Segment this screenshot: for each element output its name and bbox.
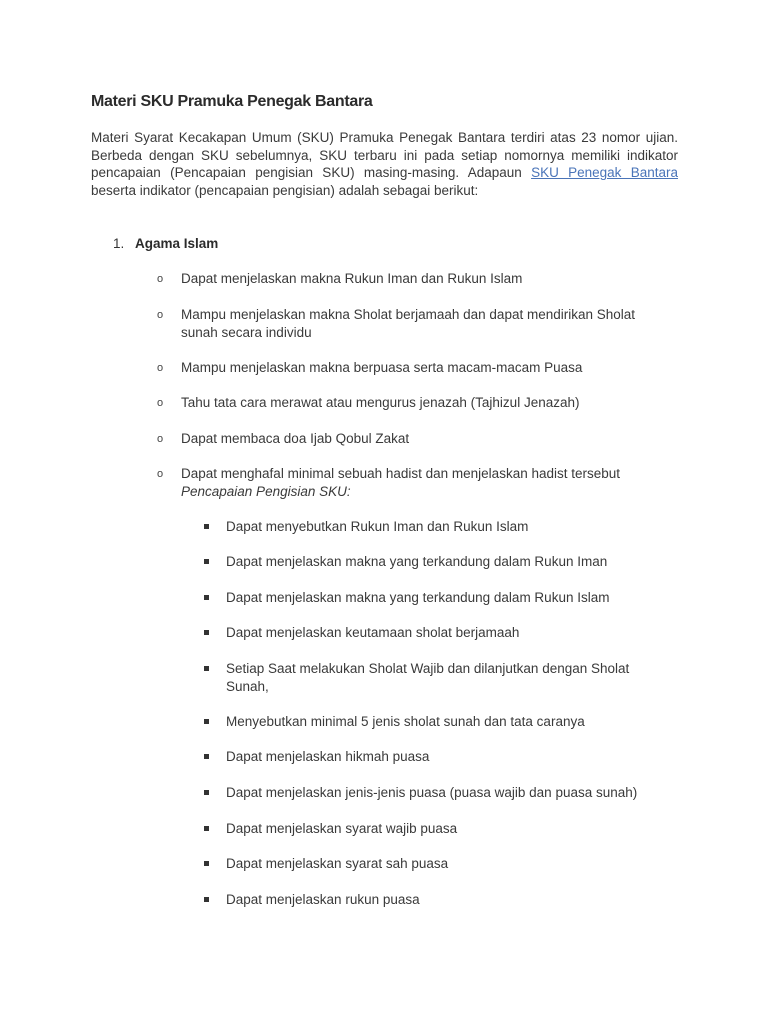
square-bullet-icon	[204, 524, 209, 529]
achievement-text: Dapat menjelaskan keutamaan sholat berjamaah	[226, 625, 520, 640]
page-title: Materi SKU Pramuka Penegak Bantara	[91, 93, 373, 110]
achievement-text: Dapat menjelaskan syarat wajib puasa	[226, 821, 458, 836]
achievement-text: Dapat menjelaskan syarat sah puasa	[226, 856, 449, 871]
square-bullet-icon	[204, 719, 209, 724]
intro-text-before-link: Materi Syarat Kecakapan Umum (SKU) Pramuka Penegak Bantara terdiri atas 23 nomor ujian. Berbeda dengan SKU sebelumnya, SKU terbaru ini pada setiap nomornya memiliki indikator pencapaian (Pencapaian pengisian SKU) masing-masing. Adapaun	[91, 130, 678, 180]
circle-bullet-icon: o	[157, 468, 164, 480]
circle-bullet-icon: o	[157, 273, 164, 285]
achievement-text: Dapat menjelaskan hikmah puasa	[226, 749, 430, 764]
square-bullet-icon	[204, 754, 209, 759]
circle-bullet-icon: o	[157, 362, 164, 374]
achievement-text: Setiap Saat melakukan Sholat Wajib dan dilanjutkan dengan Sholat Sunah,	[226, 661, 630, 694]
intro-text-after-link: beserta indikator (pencapaian pengisian) adalah sebagai berikut:	[91, 182, 479, 198]
circle-bullet-icon: o	[157, 397, 164, 409]
achievement-text: Dapat menjelaskan jenis-jenis puasa (puasa wajib dan puasa sunah)	[226, 785, 638, 800]
achievement-text: Dapat menjelaskan makna yang terkandung dalam Rukun Islam	[226, 590, 610, 605]
intro-paragraph	[91, 129, 678, 199]
section-number: 1.	[113, 236, 125, 251]
circle-bullet-icon: o	[157, 433, 164, 445]
achievement-text: Dapat menyebutkan Rukun Iman dan Rukun Islam	[226, 519, 529, 534]
square-bullet-icon	[204, 630, 209, 635]
achievement-heading: Pencapaian Pengisian SKU:	[181, 484, 351, 499]
sku-penegak-bantara-link[interactable]: SKU Penegak Bantara	[531, 165, 678, 180]
list-item-text: Dapat membaca doa Ijab Qobul Zakat	[181, 431, 410, 446]
square-bullet-icon	[204, 559, 209, 564]
list-item-text: Tahu tata cara merawat atau mengurus jenazah (Tajhizul Jenazah)	[181, 395, 580, 410]
square-bullet-icon	[204, 790, 209, 795]
square-bullet-icon	[204, 826, 209, 831]
achievement-text: Dapat menjelaskan makna yang terkandung dalam Rukun Iman	[226, 554, 608, 569]
list-item-main-text: Dapat menghafal minimal sebuah hadist dan menjelaskan hadist tersebut	[181, 466, 621, 481]
achievement-text: Dapat menjelaskan rukun puasa	[226, 892, 420, 907]
circle-bullet-icon: o	[157, 309, 164, 321]
list-item-text: Dapat menjelaskan makna Rukun Iman dan Rukun Islam	[181, 271, 523, 286]
square-bullet-icon	[204, 861, 209, 866]
list-item-text	[181, 465, 661, 501]
square-bullet-icon	[204, 666, 209, 671]
list-item-text: Mampu menjelaskan makna Sholat berjamaah dan dapat mendirikan Sholat sunah secara individu	[181, 307, 636, 340]
square-bullet-icon	[204, 897, 209, 902]
section-title: Agama Islam	[135, 236, 219, 251]
list-item-text: Mampu menjelaskan makna berpuasa serta macam-macam Puasa	[181, 360, 583, 375]
achievement-text: Menyebutkan minimal 5 jenis sholat sunah dan tata caranya	[226, 714, 585, 729]
square-bullet-icon	[204, 595, 209, 600]
